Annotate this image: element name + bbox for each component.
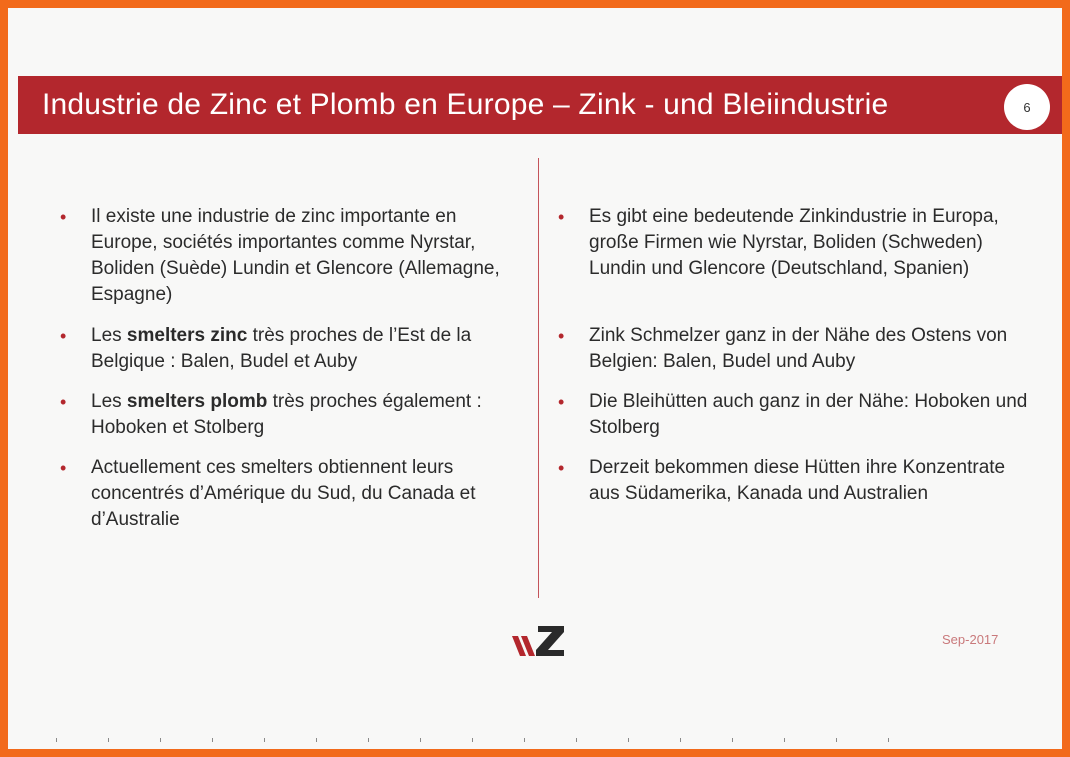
bullet-text-end: très proches également : Hoboken et Stolberg <box>91 391 482 438</box>
bullet-icon: • <box>558 207 565 227</box>
list-item <box>60 323 520 375</box>
list-item <box>558 323 1038 375</box>
footer-date: Sep-2017 <box>942 632 999 647</box>
bullet-text: Il existe une industrie de zinc importante en Europe, sociétés importantes comme Nyrstar, Boliden (Suède) Lundin et Glencore (Allemagne, Espagne) <box>91 206 500 305</box>
logo-letter-z <box>536 626 564 656</box>
bullet-icon: • <box>60 458 67 478</box>
page-number-badge <box>1004 84 1050 130</box>
bullet-icon: • <box>558 326 565 346</box>
page-number: 6 <box>1023 99 1031 115</box>
bullet-text-start: Les <box>91 325 127 346</box>
company-logo-icon <box>508 622 568 658</box>
list-item <box>558 389 1038 441</box>
bullet-text-start: Les <box>91 391 127 412</box>
page-title: Industrie de Zinc et Plomb en Europe – Zink - und Bleiindustrie <box>42 88 889 121</box>
list-item <box>60 204 520 308</box>
bullet-icon: • <box>60 326 67 346</box>
bullet-text: Derzeit bekommen diese Hütten ihre Konzentrate aus Südamerika, Kanada und Australien <box>589 457 1006 504</box>
slide <box>8 8 1062 749</box>
bullet-text: Actuellement ces smelters obtiennent leurs concentrés d’Amérique du Sud, du Canada et d’Australie <box>91 457 476 530</box>
bullet-text-end: très proches de l’Est de la Belgique : Balen, Budel et Auby <box>91 325 472 372</box>
bullet-text: Die Bleihütten auch ganz in der Nähe: Hoboken und Stolberg <box>589 391 1028 438</box>
bullet-icon: • <box>558 458 565 478</box>
bullet-text-bold: smelters zinc <box>126 325 248 346</box>
french-bullet-list <box>60 204 520 533</box>
list-item <box>60 389 520 441</box>
german-bullet-list <box>558 204 1038 507</box>
bullet-text-bold: smelters plomb <box>126 391 268 412</box>
bullet-text: Es gibt eine bedeutende Zinkindustrie in Europa, große Firmen wie Nyrstar, Boliden (Schweden) Lundin und Glencore (Deutschland, Spanien) <box>589 206 999 279</box>
title-bar <box>18 76 1062 134</box>
bullet-icon: • <box>60 207 67 227</box>
list-item <box>558 455 1038 507</box>
bottom-tick-marks <box>48 738 908 748</box>
bullet-text: Zink Schmelzer ganz in der Nähe des Ostens von Belgien: Balen, Budel und Auby <box>589 325 1008 372</box>
list-item <box>60 455 520 533</box>
bullet-icon: • <box>60 392 67 412</box>
list-item <box>558 204 1038 282</box>
bullet-icon: • <box>558 392 565 412</box>
column-divider <box>538 158 539 598</box>
